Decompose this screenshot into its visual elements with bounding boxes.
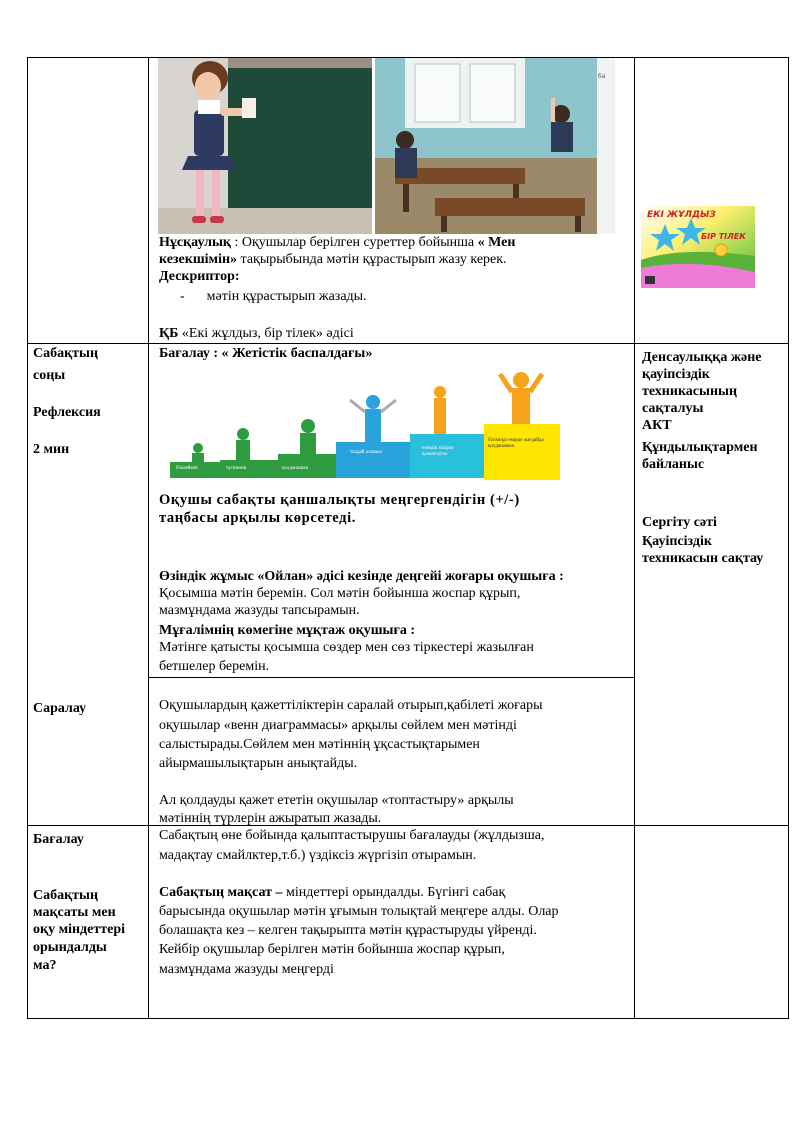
- instruction-line-1: [159, 234, 515, 251]
- two-stars-one-wish-banner: [641, 206, 755, 288]
- health-safety-label-4: сақталуы: [642, 401, 704, 416]
- statement-line-2: таңбасы арқылы көрсетеді.: [159, 510, 356, 526]
- independent-work-line-2: мазмұндама жазуды тапсырамын.: [159, 603, 360, 618]
- goals-question-1: Сабақтың: [33, 888, 99, 903]
- evaluation-line-1: Сабақтың өне бойында қалыптастырушы бағалауды (жұлдызша,: [159, 828, 545, 843]
- instruction-text-2: тақырыбында мәтін құрастырып жазу керек.: [237, 252, 507, 267]
- descriptor-label: Дескриптор:: [159, 269, 240, 284]
- goal-label: Сабақтың мақсат –: [159, 885, 283, 900]
- duration-label: 2 мин: [33, 442, 70, 457]
- descriptor-item: [180, 288, 367, 305]
- statement-line-1: Оқушы сабақты қаншалықты меңгергендігін (+/-): [159, 492, 520, 508]
- safety-label-2: техникасын сақтау: [642, 551, 764, 566]
- banner-top-text: ЕКІ ЖҰЛДЫЗ: [647, 210, 716, 220]
- row-divider-2: [27, 825, 789, 826]
- goals-question-2: мақсаты мен: [33, 905, 116, 920]
- evaluation-label: Бағалау: [33, 832, 84, 847]
- step-label-1: білмеймін: [176, 466, 198, 471]
- photo-classroom-desks: [375, 58, 615, 234]
- table-col-divider-1: [148, 57, 149, 1019]
- step-label-5: өзімдік пікірім қалыптасты: [422, 446, 454, 457]
- health-safety-label-3: техникасының: [642, 384, 738, 399]
- differentiation-line-5: Ал қолдауды қажет ететін оқушылар «топтастыру» арқылы: [159, 793, 514, 808]
- goal-line-5: мазмұндама жазуды меңгерді: [159, 962, 334, 977]
- step-label-4: талдай аламын: [350, 450, 382, 455]
- table-col-divider-2: [634, 57, 635, 1019]
- differentiation-line-3: салыстырады.Сөйлем мен мәтіннің ұқсастықтарымен: [159, 737, 480, 752]
- banner-bottom-text: БІР ТІЛЕК: [701, 232, 746, 241]
- safety-label-1: Қауіпсіздік: [642, 534, 712, 549]
- dash-bullet-icon: -: [180, 289, 185, 304]
- goal-line-1: [159, 884, 505, 901]
- assessment-title: Бағалау : « Жетістік баспалдағы»: [159, 346, 373, 361]
- help-line-1: Мәтінге қатысты қосымша сөздер мен сөз тіркестері жазылған: [159, 640, 534, 655]
- goal-text: міндеттері орындалды. Бүгінгі сабақ: [282, 885, 506, 900]
- ict-label: АКТ: [642, 418, 672, 433]
- goal-line-4: Кейбір оқушылар берілген мәтін бойынша жоспар құрып,: [159, 942, 505, 957]
- differentiation-line-2: оқушылар «венн диаграммасы» арқылы сөйлем мен мәтінді: [159, 718, 517, 733]
- reflection-label: Рефлексия: [33, 405, 101, 420]
- step-label-2: түсінемін: [226, 466, 247, 471]
- success-ladder-image: [170, 370, 560, 480]
- goal-line-2: барысында оқушылар мәтін ұғымын толықтай меңгере алды. Олар: [159, 904, 559, 919]
- evaluation-line-2: мадақтау смайлктер,т.б.) үздіксіз жүргізіп отырамын.: [159, 848, 477, 863]
- help-title: Мұғалімнің көмегіне мұқтаж оқушыға :: [159, 623, 415, 638]
- goal-line-3: болашақта кез – келген тақырыпта мәтін құрастыруды үйренді.: [159, 923, 537, 938]
- svg-text:бә: бә: [598, 73, 606, 80]
- differentiation-line-6: мәтіннің түрлерін ажыратып жазады.: [159, 811, 382, 826]
- goals-question-3: оқу міндеттері: [33, 922, 125, 937]
- photo-book-page-edge: [597, 58, 615, 234]
- descriptor-item-text: мәтін құрастырып жазады.: [206, 289, 367, 304]
- kb-text: «Екі жұлдыз, бір тілек» әдісі: [178, 326, 354, 341]
- differentiation-label: Саралау: [33, 701, 87, 716]
- values-label-1: Құндылықтармен: [642, 440, 758, 455]
- independent-work-title: Өзіндік жұмыс «Ойлан» әдісі кезінде деңгейі жоғары оқушыға :: [159, 569, 564, 584]
- goals-question-4: орындалды: [33, 940, 107, 955]
- table-border-left: [27, 57, 28, 1019]
- differentiation-line-1: Оқушылардың қажеттіліктерін саралай отырып,қабілеті жоғары: [159, 698, 543, 713]
- health-safety-label-1: Денсаулыққа және: [642, 350, 762, 365]
- row-divider-1: [27, 343, 789, 344]
- values-label-2: байланыс: [642, 457, 705, 472]
- step-label-6: біліміңді өмірде жағдайда қолданамын: [488, 438, 544, 449]
- independent-work-line-1: Қосымша мәтін беремін. Сол мәтін бойынша жоспар құрып,: [159, 586, 521, 601]
- instruction-line-2: [159, 251, 507, 268]
- row-divider-inner: [148, 677, 634, 678]
- lesson-end-label-1: Сабақтың: [33, 346, 99, 361]
- kb-label: ҚБ: [159, 326, 179, 341]
- table-border-right: [788, 57, 789, 1019]
- step-label-3: қолданамын: [282, 466, 309, 471]
- differentiation-line-4: айырмашылықтарын анықтайды.: [159, 756, 358, 771]
- instruction-text-1: : Оқушылар берілген суреттер бойынша: [230, 235, 478, 250]
- health-safety-label-2: қауіпсіздік: [642, 367, 710, 382]
- lesson-end-label-2: соңы: [33, 368, 66, 383]
- instruction-label: Нұсқаулық: [159, 235, 231, 250]
- goals-question-5: ма?: [33, 958, 57, 973]
- kb-line: [159, 325, 354, 342]
- instruction-topic-1: « Мен: [477, 235, 516, 250]
- instruction-topic-2: кезекшімін»: [159, 252, 238, 267]
- refresh-label: Сергіту сәті: [642, 515, 717, 530]
- photo-girl-cleaning-board: [158, 58, 372, 234]
- help-line-2: бетшелер беремін.: [159, 659, 270, 674]
- table-border-bottom: [27, 1018, 789, 1019]
